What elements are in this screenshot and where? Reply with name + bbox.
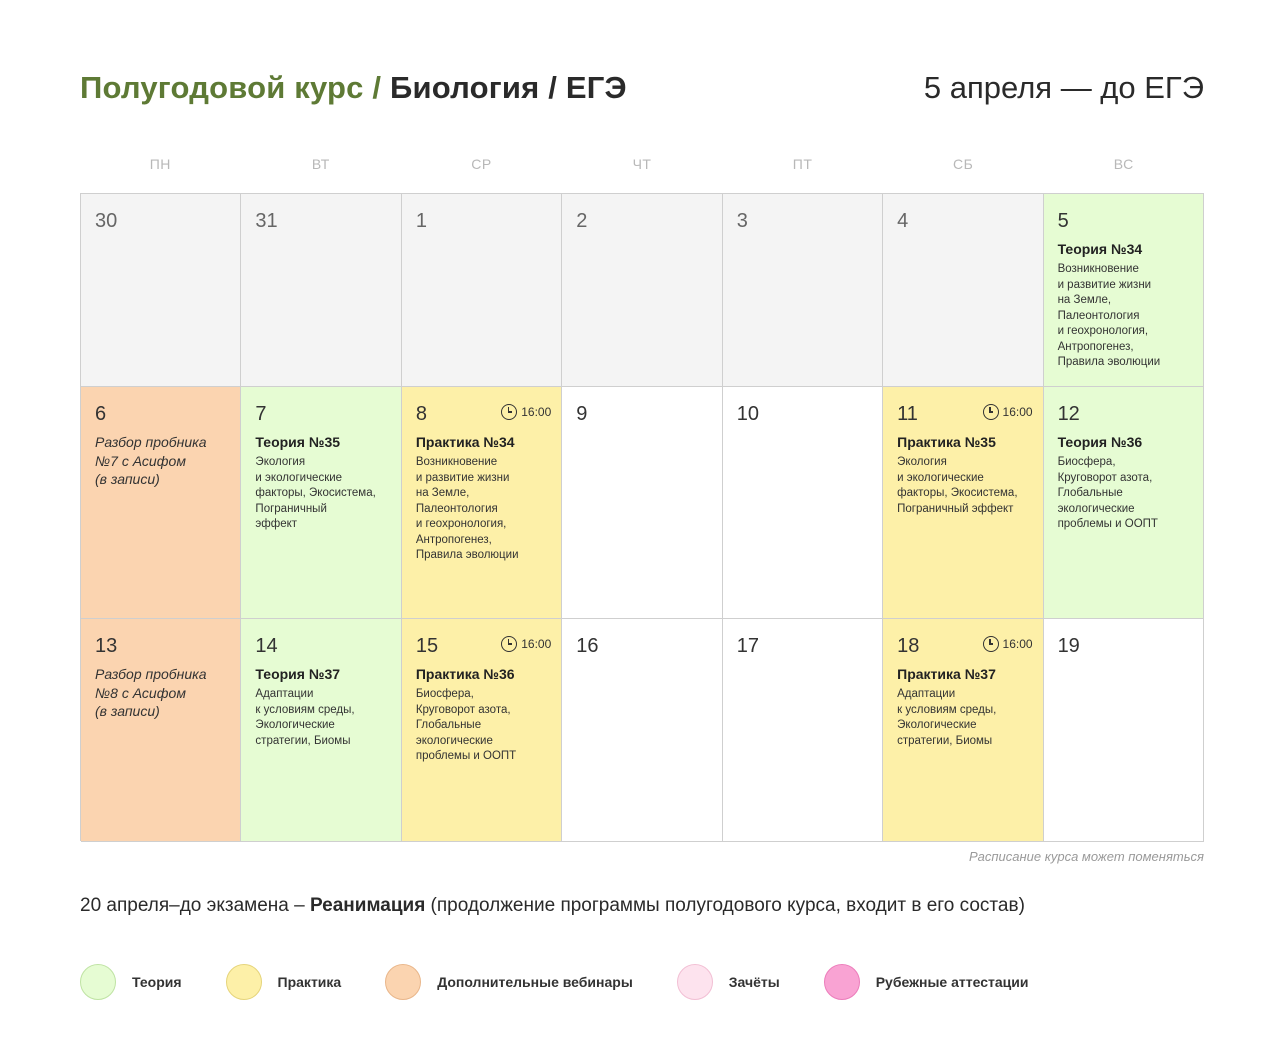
day-number: 2 [576,210,588,232]
webinar-description: Разбор пробника №7 с Асифом (в записи) [95,434,207,487]
event-description: Возникновение и развитие жизни на Земле, Палеонтология и геохронология, Антропогенез, Правила эволюции [1057,263,1161,368]
reanimation-title: Реанимация [309,895,426,916]
legend [80,963,1072,1001]
event-title: Теория №34 [1057,241,1143,257]
calendar-grid [80,193,1204,841]
calendar-day-cell[interactable] [1044,619,1204,842]
event-title: Практика №34 [415,434,515,450]
legend-webinars [385,964,633,1000]
day-number: 12 [1057,403,1080,425]
schedule-note: Расписание курса может поменяться [968,849,1204,864]
calendar-day-cell[interactable] [723,619,883,842]
reanimation-suffix: (продолжение программы полугодового курса, входит в его состав) [425,895,1025,916]
reanimation-prefix: 20 апреля–до экзамена – [80,895,310,916]
weekday-label: ВС [1113,156,1134,172]
day-number: 14 [255,635,278,657]
event-title: Практика №35 [897,434,996,450]
course-name: Полугодовой курс [80,70,364,105]
calendar-day-cell[interactable] [1044,194,1204,387]
calendar-day-cell[interactable] [883,194,1043,387]
calendar-day-cell[interactable] [562,619,722,842]
weekday-label: СБ [953,156,974,172]
event-title: Теория №36 [1057,434,1143,450]
legend-color-dot [226,964,262,1000]
legend-tests [677,964,780,1000]
day-number: 11 [897,403,918,425]
calendar-day-cell[interactable] [241,387,401,619]
day-number: 4 [897,210,909,232]
event-description: Биосфера, Круговорот азота, Глобальные экологические проблемы и ООПТ [415,688,517,762]
legend-theory [80,964,182,1000]
calendar-day-cell[interactable] [402,194,562,387]
calendar-day-cell[interactable] [1044,387,1204,619]
event-description: Возникновение и развитие жизни на Земле, Палеонтология и геохронология, Антропогенез, Правила эволюции [415,456,519,561]
event-time-text: 16:00 [521,405,552,419]
legend-label: Зачёты [728,974,780,990]
day-number: 6 [95,403,107,425]
day-number: 17 [736,635,759,657]
day-number: 31 [255,210,278,232]
event-time [983,404,1033,420]
subject-exam: Биология / ЕГЭ [390,70,627,105]
day-number: 9 [576,403,588,425]
calendar-day-cell[interactable] [883,387,1043,619]
clock-icon [983,636,999,652]
calendar-day-cell[interactable] [241,619,401,842]
calendar-day-cell[interactable] [562,194,722,387]
page-title [80,70,627,106]
day-number: 15 [415,635,439,657]
event-title: Практика №37 [897,666,996,682]
clock-icon [501,404,517,420]
calendar-day-cell[interactable] [81,619,241,842]
calendar-day-cell[interactable] [402,619,562,842]
event-description: Адаптации к условиям среды, Экологические стратегии, Биомы [897,688,997,747]
day-number: 3 [736,210,748,232]
legend-color-dot [80,964,116,1000]
legend-label: Дополнительные вебинары [437,974,633,990]
calendar-day-cell[interactable] [883,619,1043,842]
day-number: 18 [897,635,920,657]
legend-label: Теория [132,974,182,990]
calendar-day-cell[interactable] [241,194,401,387]
weekday-label: ПН [149,156,171,172]
reanimation-info [80,895,1025,917]
weekday-label: ЧТ [632,156,652,172]
event-description: Адаптации к условиям среды, Экологические стратегии, Биомы [255,688,355,747]
clock-icon [983,404,999,420]
event-description: Экология и экологические факторы, Экосистема, Пограничный эффект [897,456,1018,515]
webinar-description: Разбор пробника №8 с Асифом (в записи) [95,666,207,719]
day-number: 30 [95,210,118,232]
calendar-day-cell[interactable] [81,194,241,387]
day-number: 8 [415,403,427,425]
clock-icon [501,636,517,652]
exam-countdown: 5 апреля — до ЕГЭ [923,70,1204,105]
event-description: Биосфера, Круговорот азота, Глобальные экологические проблемы и ООПТ [1057,456,1158,530]
weekday-label: СР [471,156,492,172]
event-time-text: 16:00 [521,637,552,651]
event-title: Теория №37 [255,666,341,682]
weekday-label: ВТ [311,156,330,172]
day-number: 5 [1057,210,1069,232]
calendar-day-cell[interactable] [402,387,562,619]
calendar-day-cell[interactable] [723,387,883,619]
legend-label: Практика [277,974,342,990]
weekday-label: ПТ [792,156,813,172]
legend-color-dot [385,964,421,1000]
legend-label: Рубежные аттестации [875,974,1029,990]
title-separator: / [363,70,391,105]
calendar-day-cell[interactable] [723,194,883,387]
page-header [80,70,1204,114]
event-time [501,404,551,420]
day-number: 10 [736,403,759,425]
day-number: 7 [255,403,267,425]
legend-color-dot [677,964,713,1000]
event-description: Экология и экологические факторы, Экосистема, Пограничный эффект [255,456,376,530]
day-number: 16 [576,635,599,657]
day-number: 13 [95,635,118,657]
legend-practice [226,964,342,1000]
event-time [501,636,551,652]
calendar-day-cell[interactable] [81,387,241,619]
event-time-text: 16:00 [1002,637,1033,651]
legend-color-dot [824,964,860,1000]
event-title: Теория №35 [255,434,341,450]
calendar-day-cell[interactable] [562,387,722,619]
event-time [983,636,1033,652]
event-time-text: 16:00 [1002,405,1033,419]
legend-attestations [824,964,1029,1000]
event-title: Практика №36 [415,666,515,682]
weekday-header-row [80,156,1204,176]
day-number: 1 [415,210,427,232]
day-number: 19 [1057,635,1080,657]
